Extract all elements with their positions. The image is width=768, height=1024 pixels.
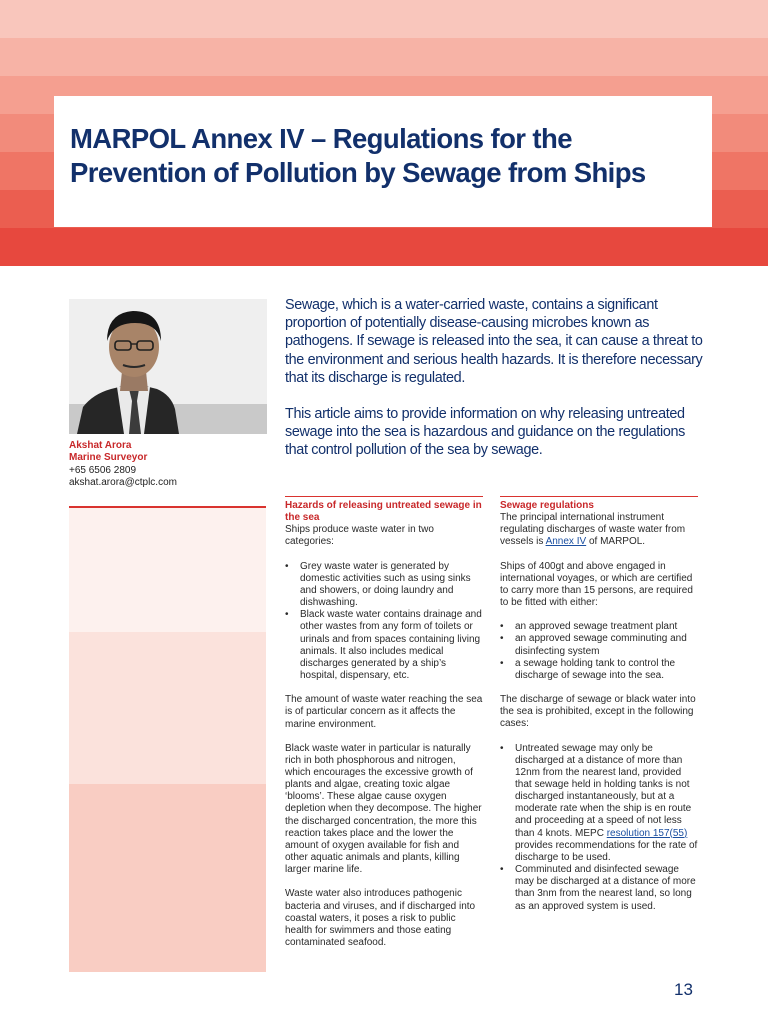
paragraph: Waste water also introduces pathogenic bacteria and viruses, and if discharged into coastal waters, it poses a risk to public health for swimmers and those eating contaminated seafood. [285,888,476,948]
column-rule [500,496,698,497]
paragraph: The discharge of sewage or black water into the sea is prohibited, except in the following cases: [500,694,696,730]
intro-paragraph: This article aims to provide information on why releasing untreated sewage into the sea is hazardous and guidance on the regulations that control pollution of the sea by sewage. [285,406,686,459]
annex-iv-link[interactable]: Annex IV [545,536,587,548]
column-rule [285,496,483,497]
list-item: • a sewage holding tank to control the discharge of sewage into the sea. [500,658,698,682]
hazards-heading: Hazards of releasing untreated sewage in the sea [285,500,482,524]
sidebar-block [69,508,266,632]
bullet-list [500,743,698,913]
title-box [54,96,712,227]
author-name: Akshat Arora [69,440,132,451]
list-item: • Comminuted and disinfected sewage may be discharged at a distance of more than 3nm from the nearest land, so long as an approved system is used. [500,864,698,913]
bullet-list [285,561,483,683]
header-band [0,228,768,266]
intro-paragraph: Sewage, which is a water-carried waste, contains a significant proportion of potentially disease-causing microbes known as pathogens. If sewage is released into the sea, it can cause a threat to the environment and serious health hazards. It is therefore necessary that its discharge is regulated. [285,297,703,386]
paragraph: Black waste water in particular is naturally rich in both phosphorous and nitrogen, which encourages the excessive growth of plants and algae, creating toxic algae ‘blooms’. These algae cause oxygen depletion when they decompose. The higher the discharged concentration, the more this reaction takes place and the lower the amount of oxygen available for fish and other aquatic animals and plants, killing larger marine life. [285,742,482,876]
header-band [0,38,768,76]
author-info [69,440,269,490]
author-photo [69,299,267,434]
page-title: MARPOL Annex IV – Regulations for the Prevention of Pollution by Sewage from Ships [70,123,646,188]
list-item: • an approved sewage comminuting and disinfecting system [500,633,698,657]
intro [285,296,703,460]
portrait-image [69,299,267,434]
resolution-link[interactable]: resolution 157(55) [606,827,688,839]
list-item: • Grey waste water is generated by domestic activities such as using sinks and showers, or doing laundry and dishwashing. [285,561,483,610]
paragraph: The amount of waste water reaching the sea is of particular concern as it affects the marine environment. [285,694,483,730]
paragraph: Ships of 400gt and above engaged in international voyages, or which are certified to carry more than 15 persons, are required to be fitted with either: [500,560,693,609]
sidebar-blocks [69,508,266,972]
list-item: • Untreated sewage may only be discharged at a distance of more than 12nm from the nearest land, provided that sewage held in holding tanks is not discharged instantaneously, but at a moderate rate when the ship is en route and proceeding at a speed of not less than 4 knots. MEPC resolution 157(55) provides recommendations for the rate of discharge to be used. [500,743,698,865]
paragraph: The principal international instrument regulating discharges of waste water from vessels is Annex IV of MARPOL. [500,512,686,548]
list-item: • an approved sewage treatment plant [500,621,698,633]
sidebar-block [69,784,266,972]
regulations-column [500,496,698,913]
page-number: 13 [674,980,693,999]
author-phone: +65 6506 2809 [69,464,137,476]
regulations-heading: Sewage regulations [500,500,594,511]
bullet-list [500,621,698,682]
hazards-column [285,496,483,949]
list-item: • Black waste water contains drainage and other wastes from any form of toilets or urinals and from spaces containing living animals. It also includes medical discharges generated by a ship’s hospital, dispensary, etc. [285,609,483,682]
header-band [0,0,768,38]
sidebar-block [69,632,266,784]
paragraph: Ships produce waste water in two categories: [285,524,434,548]
author-role: Marine Surveyor [69,452,148,464]
author-email[interactable]: akshat.arora@ctplc.com [69,477,177,489]
